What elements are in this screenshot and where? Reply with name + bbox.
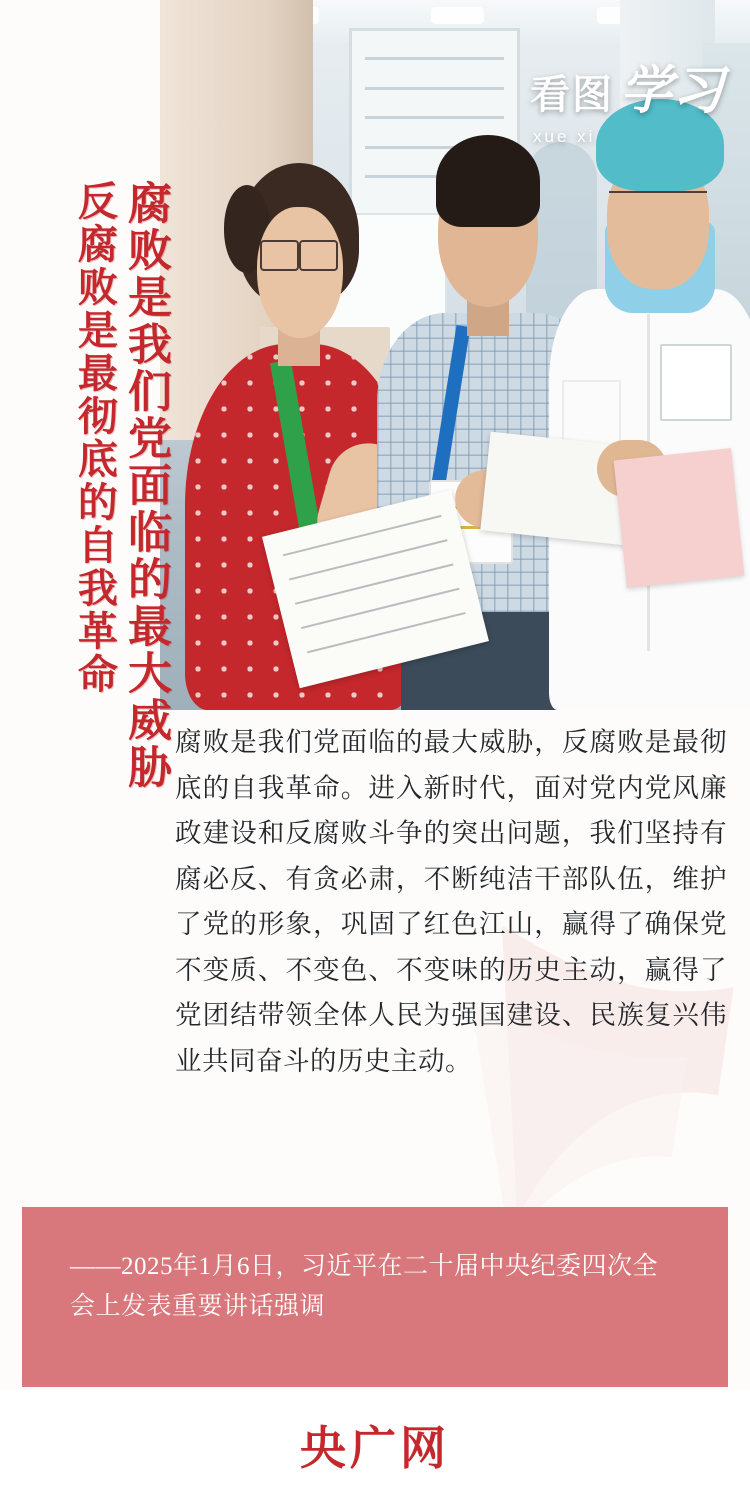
brand-logo (530, 48, 724, 147)
face (257, 207, 343, 338)
brand-pinyin: xue xi (532, 127, 596, 146)
footer (0, 1390, 750, 1500)
brand-title-main: 看图 (529, 72, 614, 117)
title-line-2: 反腐败是最彻底的自我革命 (72, 180, 118, 696)
publisher-logo (300, 1412, 450, 1478)
hero-photo (160, 0, 750, 710)
brand-title (530, 48, 724, 123)
eyeglasses-icon (260, 240, 338, 267)
source-attribution: ——2025年1月6日，习近平在二十届中央纪委四次全会上发表重要讲话强调 (22, 1207, 728, 1387)
title-line-1: 腐败是我们党面临的最大威胁 (121, 180, 170, 791)
doctor-id-card (660, 344, 732, 421)
publisher-logo-text: 央广网 (300, 1423, 450, 1474)
brand-title-script: 学习 (619, 63, 724, 120)
held-document-pink (614, 449, 745, 588)
person-doctor-white-coat (549, 99, 750, 710)
ceiling-light (431, 7, 484, 24)
hair (436, 135, 540, 227)
vertical-title (0, 180, 168, 900)
quote-paragraph: 腐败是我们党面临的最大威胁，反腐败是最彻底的自我革命。进入新时代，面对党内党风廉政建设和反腐败斗争的突出问题，我们坚持有腐必反、有贪必肃，不断纯洁干部队伍，维护了党的形象，巩固了红色江山，赢得了确保党不变质、不变色、不变味的历史主动，赢得了党团结带领全体人民为强国建设、民族复兴伟业共同奋斗的历史主动。 (175, 727, 727, 1077)
eyeglasses-icon (609, 191, 707, 224)
